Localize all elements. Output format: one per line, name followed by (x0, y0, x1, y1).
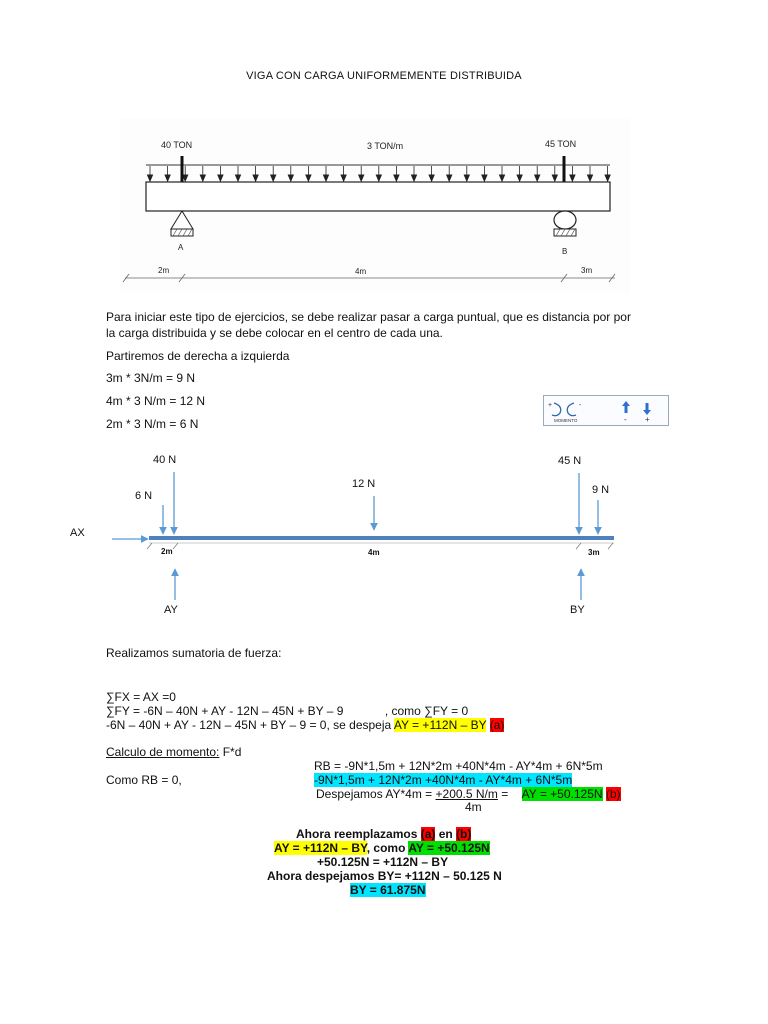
tag-b-ref: (b) (456, 827, 472, 841)
by-label: BY (570, 604, 585, 616)
calc-line-1: 3m * 3N/m = 9 N (106, 371, 196, 385)
tag-a-ref: (a) (420, 827, 436, 841)
partiremos-text: Partiremos de derecha a izquierda (106, 349, 290, 363)
force-40n-label: 40 N (153, 454, 177, 466)
como-ay-112: AY = +112N – BY (274, 841, 367, 855)
intro-line-1: Para iniciar este tipo de ejercicios, se debe realizar pasar a carga puntual, que es distancia por por (106, 310, 631, 324)
despejamos-by-line: Ahora despejamos BY= +112N – 50.125 N (267, 869, 502, 883)
point-forces-diagram (60, 445, 640, 620)
como-ay-50: AY = +50.125N (408, 841, 490, 855)
reemplazamos-en: en (435, 827, 457, 841)
load-left-label: 40 TON (161, 140, 193, 150)
calc-line-3: 2m * 3 N/m = 6 N (106, 417, 199, 431)
equation-fx: ∑FX = AX =0 (106, 690, 176, 704)
final-by-highlight: BY = 61.875N (350, 883, 426, 897)
como-rb-text: Como RB = 0, (106, 773, 182, 787)
dim2-4m-label: 4m (368, 548, 380, 557)
load-dist-label: 3 TON/m (367, 141, 404, 151)
substitution-line: +50.125N = +112N – BY (317, 855, 449, 869)
dim-3m-label: 3m (581, 266, 593, 275)
calc-line-2: 4m * 3 N/m = 12 N (106, 394, 206, 408)
despejamos-numerator: +200.5 N/m (435, 787, 498, 801)
sumatoria-title: Realizamos sumatoria de fuerza: (106, 646, 282, 660)
force-12n-label: 12 N (352, 478, 376, 490)
highlight-ay-112: AY = +112N – BY (393, 718, 487, 732)
moment-sign-legend (543, 395, 669, 426)
force-6n-label: 6 N (135, 490, 153, 502)
clockwise-icon (552, 403, 561, 416)
support-a-label: A (178, 243, 184, 252)
beam (146, 182, 610, 211)
moment-legend-icons (544, 396, 668, 425)
equation-despeja (106, 717, 504, 733)
despejamos-equals: = (497, 787, 509, 801)
rb-equation: RB = -9N*1,5m + 12N*2m +40N*4m - AY*4m + 6N*5m (314, 759, 603, 773)
ax-label: AX (70, 527, 85, 539)
beam-line (149, 536, 614, 540)
support-b-label: B (562, 247, 568, 256)
equation-fy-condition: , como ∑FY = 0 (384, 704, 469, 718)
arrow-down-icon (643, 403, 651, 415)
force-9n-label: 9 N (592, 484, 610, 496)
ay-label: AY (164, 604, 178, 616)
denominator-4m: 4m (465, 800, 482, 814)
legend-label: MOMENTO (554, 418, 578, 423)
legend-minus-right: - (624, 415, 627, 424)
dim-4m-label: 4m (355, 267, 367, 276)
dim2-3m-label: 3m (588, 548, 600, 557)
counterclockwise-icon (567, 403, 576, 416)
arrow-up-icon (622, 401, 630, 413)
como-text: , como (366, 841, 409, 855)
page-title: VIGA CON CARGA UNIFORMEMENTE DISTRIBUIDA (246, 70, 522, 82)
tag-b: (b) (605, 787, 621, 801)
rb-zero-highlight: -9N*1,5m + 12N*2m +40N*4m - AY*4m + 6N*5m (314, 773, 573, 787)
highlight-ay-50: AY = +50.125N (521, 787, 603, 801)
final-result (350, 882, 426, 898)
dim2-2m-label: 2m (161, 547, 173, 556)
dim-2m-label: 2m (158, 266, 170, 275)
momento-line (106, 744, 241, 760)
load-right-label: 45 TON (545, 139, 577, 149)
beam-load-diagram (120, 118, 630, 293)
equation-despeja-text: -6N – 40N + AY - 12N – 45N + BY – 9 = 0, se despeja (106, 718, 394, 732)
legend-minus-left: - (579, 402, 582, 409)
reemplazamos-text: Ahora reemplazamos (296, 827, 421, 841)
roller-support-b (554, 211, 576, 229)
despejamos-text: Despejamos AY*4m = (316, 787, 436, 801)
legend-plus-right: + (645, 415, 650, 424)
momento-title: Calculo de momento: (106, 745, 220, 759)
momento-formula: F*d (219, 745, 242, 759)
legend-plus-left: + (548, 402, 553, 409)
equation-fy-main: ∑FY = -6N – 40N + AY - 12N – 45N + BY – 9 (106, 704, 344, 718)
tag-a: (a) (489, 718, 505, 732)
intro-line-2: la carga distribuida y se debe colocar en el centro de cada una. (106, 326, 443, 340)
force-45n-label: 45 N (558, 455, 582, 467)
